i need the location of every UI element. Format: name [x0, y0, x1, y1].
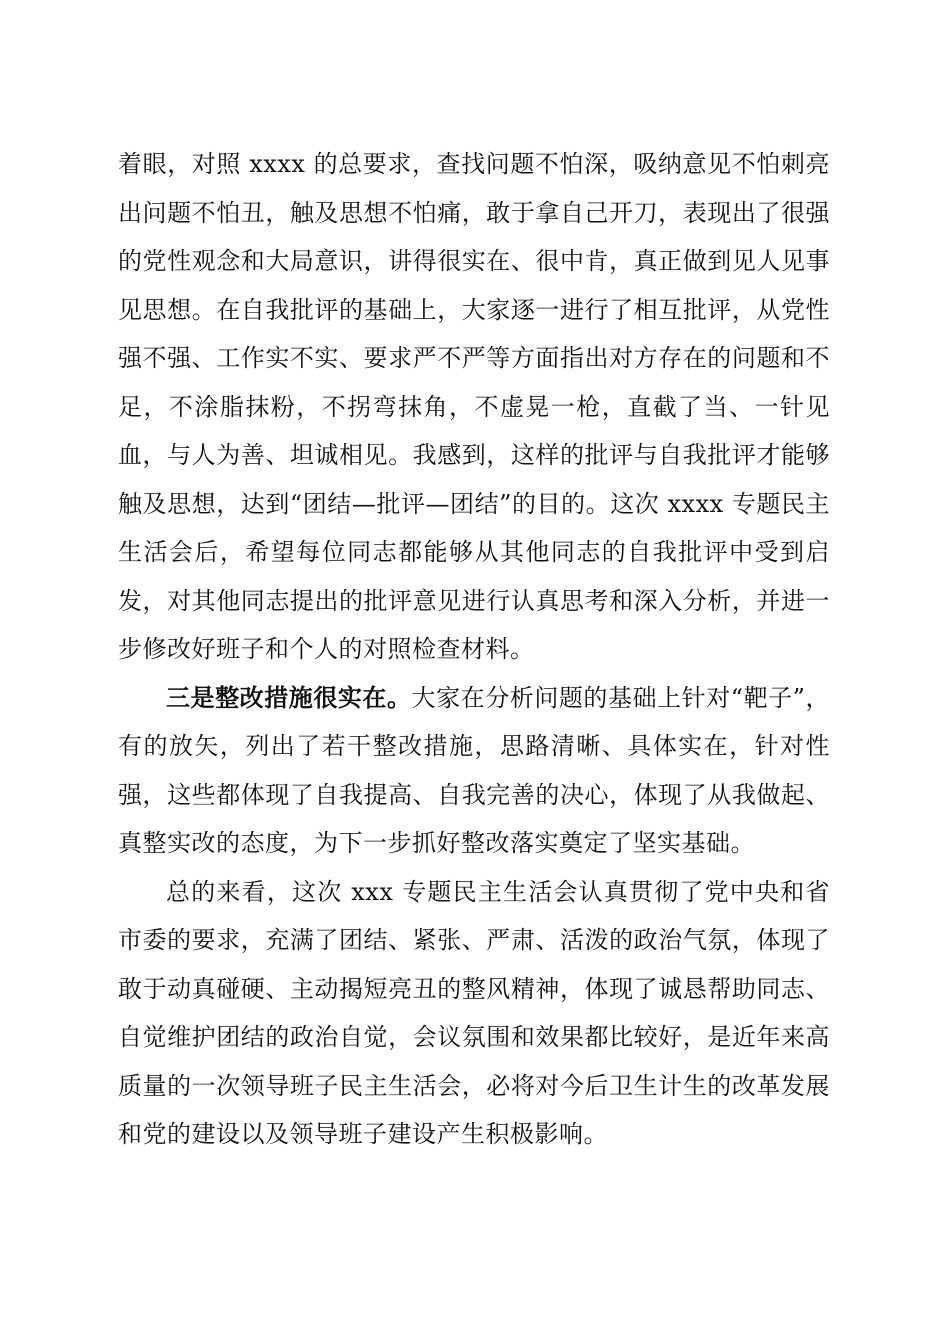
- document-body: [118, 140, 830, 1159]
- paragraph-lead-heading: 三是整改措施很实在。: [166, 682, 412, 712]
- paragraph-text: 着眼，对照 xxxx 的总要求，查找问题不怕深，吸纳意见不怕刺亮出问题不怕丑，触及思想不怕痛，敢于拿自己开刀，表现出了很强的党性观念和大局意识，讲得很实在、很中肯，真正做到见人见事见思想。在自我批评的基础上，大家逐一进行了相互批评，从党性强不强、工作实不实、要求严不严等方面指出对方存在的问题和不足，不涂脂抹粉，不拐弯抹角，不虚晃一枪，直截了当、一针见血，与人为善、坦诚相见。我感到，这样的批评与自我批评才能够触及思想，达到“团结—批评—团结”的目的。这次 xxxx 专题民主生活会后，希望每位同志都能够从其他同志的自我批评中受到启发，对其他同志提出的批评意见进行认真思考和深入分析，并进一步修改好班子和个人的对照检查材料。: [118, 150, 830, 663]
- paragraph-continuation: [118, 140, 830, 674]
- paragraph-text: 总的来看，这次 xxx 专题民主生活会认真贯彻了党中央和省市委的要求，充满了团结、紧张、严肃、活泼的政治气氛，体现了敢于动真碰硬、主动揭短亮丑的整风精神，体现了诚恳帮助同志、自觉维护团结的政治自觉，会议氛围和效果都比较好，是近年来高质量的一次领导班子民主生活会，必将对今后卫生计生的改革发展和党的建设以及领导班子建设产生积极影响。: [118, 877, 830, 1148]
- paragraph-text: 大家在分析问题的基础上针对“靶子”，有的放矢，列出了若干整改措施，思路清晰、具体实在，针对性强，这些都体现了自我提高、自我完善的决心，体现了从我做起、真整实改的态度，为下一步抓好整改落实奠定了坚实基础。: [118, 683, 830, 857]
- paragraph-summary: [118, 868, 830, 1159]
- paragraph-rectification-measures: [118, 674, 830, 868]
